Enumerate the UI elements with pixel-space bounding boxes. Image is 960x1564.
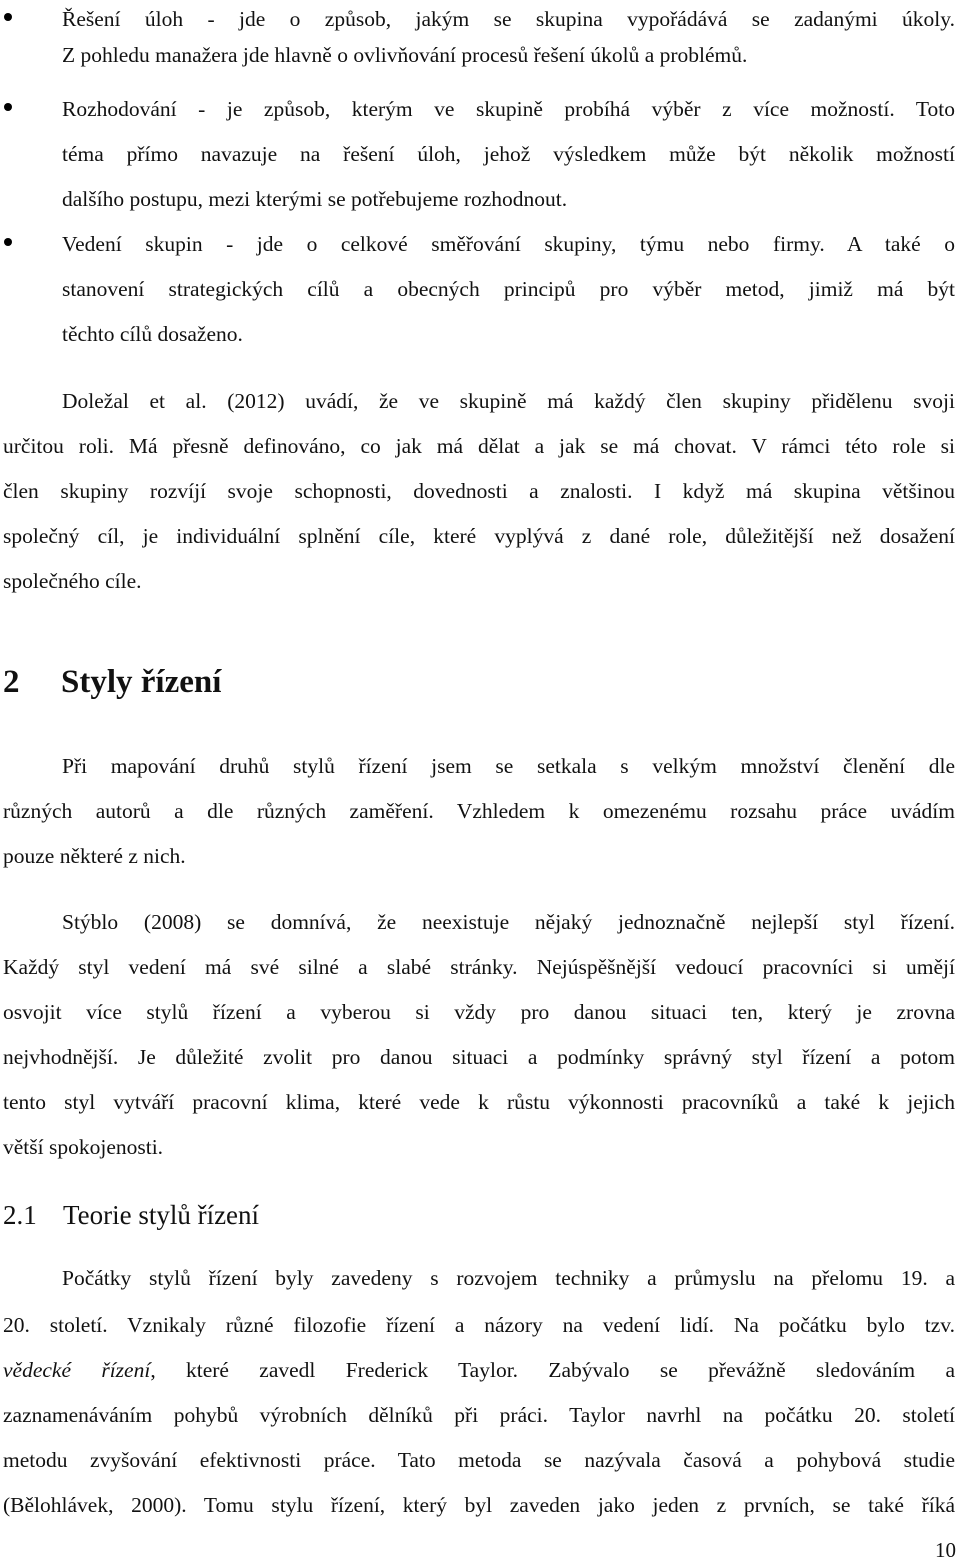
subsection-number: 2.1 — [3, 1200, 37, 1230]
bullet-3-line-1: Vedení skupin - jde o celkové směřování skupiny, týmu nebo firmy. A také o — [62, 232, 955, 256]
paragraph-line: nejvhodnější. Je důležité zvolit pro danou situaci a podmínky správný styl řízení a potom — [3, 1045, 955, 1069]
bullet-dot — [4, 103, 12, 111]
section-number: 2 — [3, 664, 20, 700]
bullet-dot — [4, 238, 12, 246]
paragraph-line: pouze některé z nich. — [3, 844, 186, 868]
section-title: Styly řízení — [61, 664, 222, 700]
paragraph-line: Každý styl vedení má své silné a slabé stránky. Nejúspěšnější vedoucí pracovníci si umějí — [3, 955, 955, 979]
paragraph-line: Doležal et al. (2012) uvádí, že ve skupině má každý člen skupiny přidělenu svoji — [62, 389, 955, 413]
paragraph-line: Stýblo (2008) se domnívá, že neexistuje nějaký jednoznačně nejlepší styl řízení. — [62, 910, 955, 934]
paragraph-line: společný cíl, je individuální splnění cíle, které vyplývá z dané role, důležitější než dosažení — [3, 524, 955, 548]
paragraph-line: tento styl vytváří pracovní klima, které vede k růstu výkonnosti pracovníků a také k jejich — [3, 1090, 955, 1114]
paragraph-line — [3, 1355, 955, 1385]
bullet-3-line-3: těchto cílů dosaženo. — [62, 322, 243, 346]
paragraph-line: větší spokojenosti. — [3, 1135, 164, 1159]
paragraph-line: (Bělohlávek, 2000). Tomu stylu řízení, který byl zaveden jako jeden z prvních, se také říká — [3, 1493, 955, 1517]
bullet-3-line-2: stanovení strategických cílů a obecných principů pro výběr metod, jimiž má být — [62, 277, 955, 301]
page-number: 10 — [935, 1538, 956, 1562]
bullet-1-line-2: Z pohledu manažera jde hlavně o ovlivňování procesů řešení úkolů a problémů. — [62, 43, 748, 67]
bullet-2-line-1: Rozhodování - je způsob, kterým ve skupině probíhá výběr z více možností. Toto — [62, 97, 955, 121]
subsection-title: Teorie stylů řízení — [63, 1200, 260, 1230]
paragraph-line: určitou roli. Má přesně definováno, co jak má dělat a jak se má chovat. V rámci této role si — [3, 434, 955, 458]
paragraph-line: Počátky stylů řízení byly zavedeny s rozvojem techniky a průmyslu na přelomu 19. a — [62, 1266, 955, 1290]
bullet-2-line-3: dalšího postupu, mezi kterými se potřebujeme rozhodnout. — [62, 187, 568, 211]
subsection-heading — [3, 1200, 259, 1231]
paragraph-line: metodu zvyšování efektivnosti práce. Tato metoda se nazývala časová a pohybová studie — [3, 1448, 955, 1472]
paragraph-line: 20. století. Vznikaly různé filozofie řízení a názory na vedení lidí. Na počátku bylo tzv. — [3, 1313, 955, 1337]
paragraph-line: Při mapování druhů stylů řízení jsem se setkala s velkým množství členění dle — [62, 754, 955, 778]
bullet-2-line-2: téma přímo navazuje na řešení úloh, jehož výsledkem může být několik možností — [62, 142, 955, 166]
paragraph-line: zaznamenáváním pohybů výrobních dělníků při práci. Taylor navrhl na počátku 20. století — [3, 1403, 955, 1427]
paragraph-line: společného cíle. — [3, 569, 142, 593]
bullet-1-line-1: Řešení úloh - jde o způsob, jakým se skupina vypořádává se zadanými úkoly. — [62, 7, 955, 31]
section-heading — [3, 664, 221, 701]
paragraph-text: , které zavedl Frederick Taylor. Zabývalo se převážně sledováním a — [150, 1358, 956, 1382]
paragraph-line: osvojit více stylů řízení a vyberou si vždy pro danou situaci ten, který je zrovna — [3, 1000, 955, 1024]
italic-term: vědecké řízení — [3, 1358, 151, 1382]
bullet-dot — [4, 13, 12, 21]
paragraph-line: různých autorů a dle různých zaměření. Vzhledem k omezenému rozsahu práce uvádím — [3, 799, 955, 823]
paragraph-line: člen skupiny rozvíjí svoje schopnosti, dovednosti a znalosti. I když má skupina většinou — [3, 479, 955, 503]
